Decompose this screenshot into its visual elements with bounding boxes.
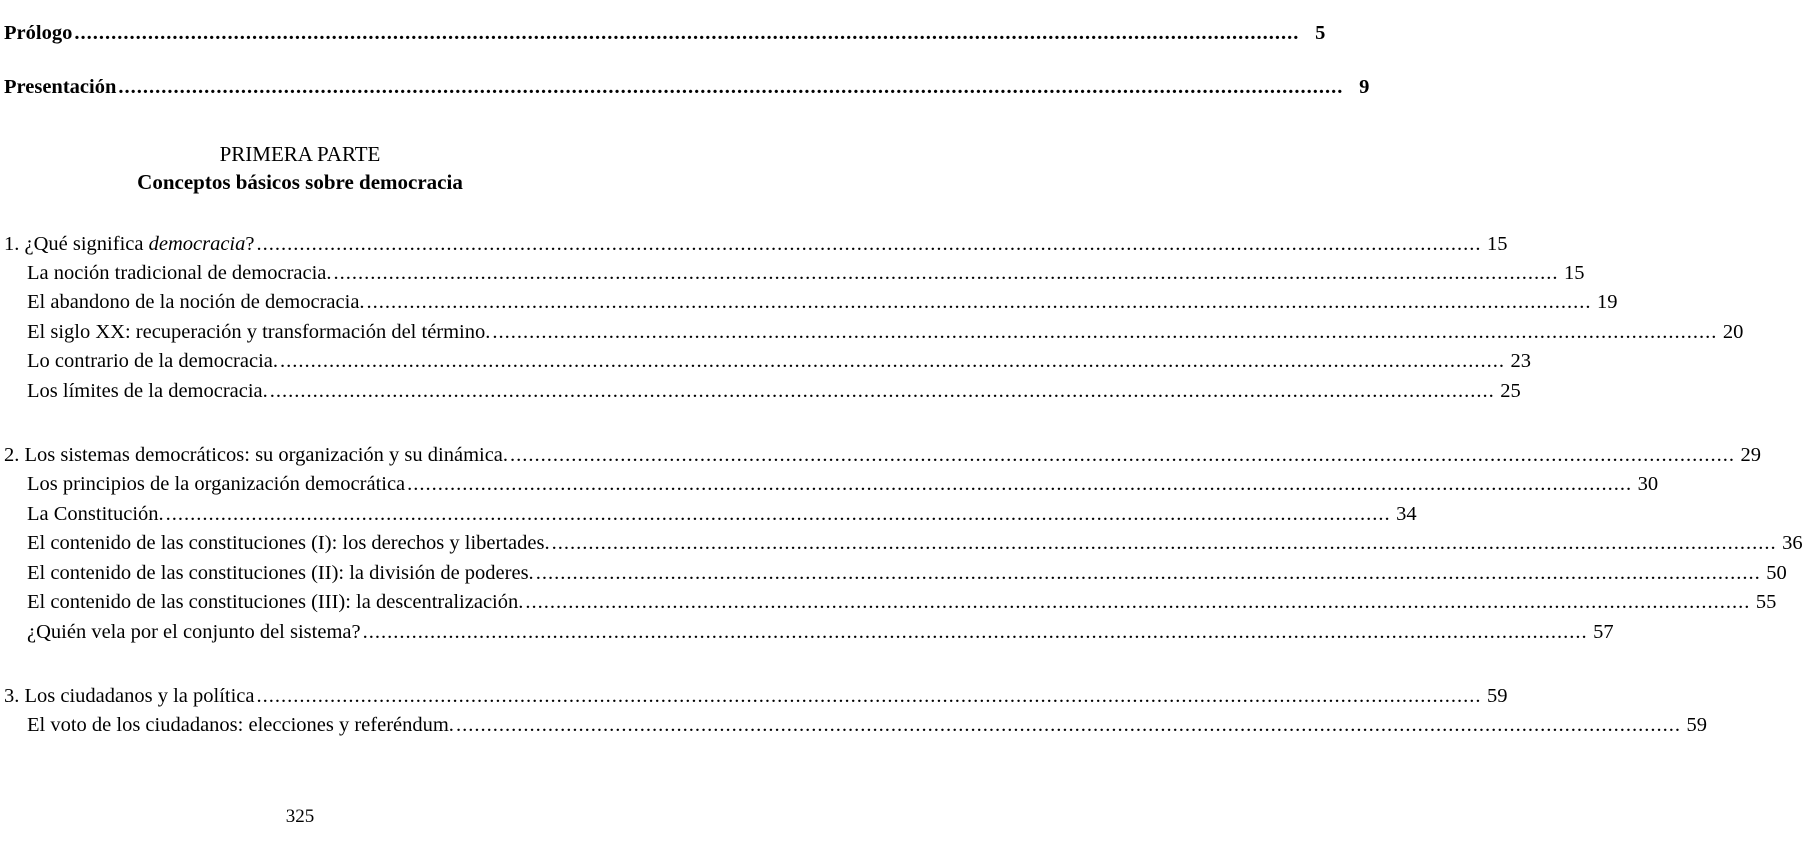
toc-entry-page: 5 — [1315, 22, 1326, 44]
toc-entry-section — [27, 319, 1744, 345]
toc-entry-title: El abandono de la noción de democracia. — [27, 291, 365, 313]
toc-entry-page: 15 — [1486, 233, 1508, 255]
toc-entry-page: 29 — [1740, 444, 1762, 466]
toc-leader-dots: ........................................................................................................................................................................................................ — [455, 714, 1681, 736]
toc-entry-title: Lo contrario de la democracia. — [27, 350, 278, 372]
toc-entry-title: La Constitución. — [27, 503, 164, 525]
toc-leader-dots: ........................................................................................................................................................................................................ — [280, 350, 1505, 372]
toc-entry-section — [27, 501, 1417, 527]
toc-entry-chapter-3 — [4, 683, 1508, 709]
toc-leader-dots: ........................................................................................................................................................................................................ — [492, 321, 1718, 343]
toc-leader-dots: ........................................................................................................................................................................................................ — [256, 685, 1482, 707]
toc-entry-prologo — [4, 20, 1326, 46]
toc-entry-section — [27, 560, 1787, 586]
toc-entry-title: Los principios de la organización democrática — [27, 473, 406, 495]
toc-leader-dots: ........................................................................................................................................................................................................ — [407, 473, 1633, 495]
toc-entry-page: 36 — [1782, 532, 1803, 554]
toc-leader-dots: ........................................................................................................................................................................................................ — [333, 262, 1559, 284]
toc-entry-page: 15 — [1564, 262, 1585, 284]
toc-entry-title: Prólogo — [4, 22, 73, 44]
toc-entry-page: 59 — [1686, 714, 1707, 736]
toc-entry-page: 19 — [1597, 291, 1618, 313]
toc-entry-page: 20 — [1722, 321, 1744, 343]
toc-entry-page: 59 — [1487, 685, 1508, 707]
toc-entry-chapter-1 — [4, 231, 1508, 257]
toc-entry-title: El voto de los ciudadanos: elecciones y referéndum. — [27, 714, 454, 736]
toc-leader-dots: ........................................................................................................................................................................................................ — [362, 621, 1588, 643]
toc-leader-dots: ........................................................................................................................................................................................................ — [165, 503, 1391, 525]
toc-entry-section — [27, 530, 1803, 556]
toc-entry-section — [27, 712, 1707, 738]
toc-entry-section — [27, 348, 1531, 374]
toc-leader-dots: ........................................................................................................................................................................................................ — [366, 291, 1592, 313]
toc-leader-dots: ........................................................................................................................................................................................................ — [118, 76, 1344, 98]
toc-entry-presentacion — [4, 74, 1370, 100]
toc-entry-title: El contenido de las constituciones (I): los derechos y libertades. — [27, 532, 550, 554]
toc-entry-section — [27, 619, 1614, 645]
toc-entry-section — [27, 289, 1618, 315]
toc-leader-dots: ........................................................................................................................................................................................................ — [551, 532, 1777, 554]
toc-entry-page: 55 — [1755, 591, 1777, 613]
page-number: 325 — [285, 806, 315, 827]
toc-entry-title: El siglo XX: recuperación y transformación del término. — [27, 321, 491, 343]
toc-entry-chapter-2 — [4, 442, 1762, 468]
toc-entry-section — [27, 471, 1659, 497]
toc-leader-dots: ........................................................................................................................................................................................................ — [256, 233, 1482, 255]
toc-entry-title — [4, 231, 254, 257]
toc-entry-title: Presentación — [4, 76, 117, 98]
toc-leader-dots: ........................................................................................................................................................................................................ — [525, 591, 1751, 613]
toc-entry-page: 25 — [1500, 380, 1521, 402]
toc-leader-dots: ........................................................................................................................................................................................................ — [74, 22, 1300, 44]
toc-entry-page: 50 — [1766, 562, 1787, 584]
toc-entry-title: La noción tradicional de democracia. — [27, 262, 332, 284]
toc-entry-page: 23 — [1510, 350, 1531, 372]
toc-entry-page: 9 — [1359, 76, 1370, 98]
toc-entry-title: 3. Los ciudadanos y la política — [4, 685, 255, 707]
toc-entry-page: 57 — [1593, 621, 1614, 643]
toc-entry-section — [27, 260, 1585, 286]
toc-entry-title: El contenido de las constituciones (II): la división de poderes. — [27, 562, 534, 584]
part-subtitle: Conceptos básicos sobre democracia — [137, 170, 463, 194]
toc-entry-prefix: 1. ¿Qué significa — [4, 233, 149, 255]
toc-leader-dots: ........................................................................................................................................................................................................ — [535, 562, 1761, 584]
toc-entry-title: 2. Los sistemas democráticos: su organización y su dinámica. — [4, 444, 509, 466]
toc-entry-suffix: ? — [245, 233, 255, 255]
toc-leader-dots: ........................................................................................................................................................................................................ — [510, 444, 1736, 466]
toc-entry-title: El contenido de las constituciones (III): la descentralización. — [27, 591, 524, 613]
toc-leader-dots: ........................................................................................................................................................................................................ — [269, 380, 1495, 402]
part-label: PRIMERA PARTE — [219, 142, 381, 166]
toc-entry-title: ¿Quién vela por el conjunto del sistema? — [27, 621, 361, 643]
toc-entry-page: 30 — [1637, 473, 1659, 495]
toc-entry-section — [27, 589, 1777, 615]
toc-entry-title: Los límites de la democracia. — [27, 380, 268, 402]
toc-entry-emphasis: democracia — [148, 233, 246, 255]
toc-entry-page: 34 — [1396, 503, 1417, 525]
toc-entry-section — [27, 378, 1521, 404]
